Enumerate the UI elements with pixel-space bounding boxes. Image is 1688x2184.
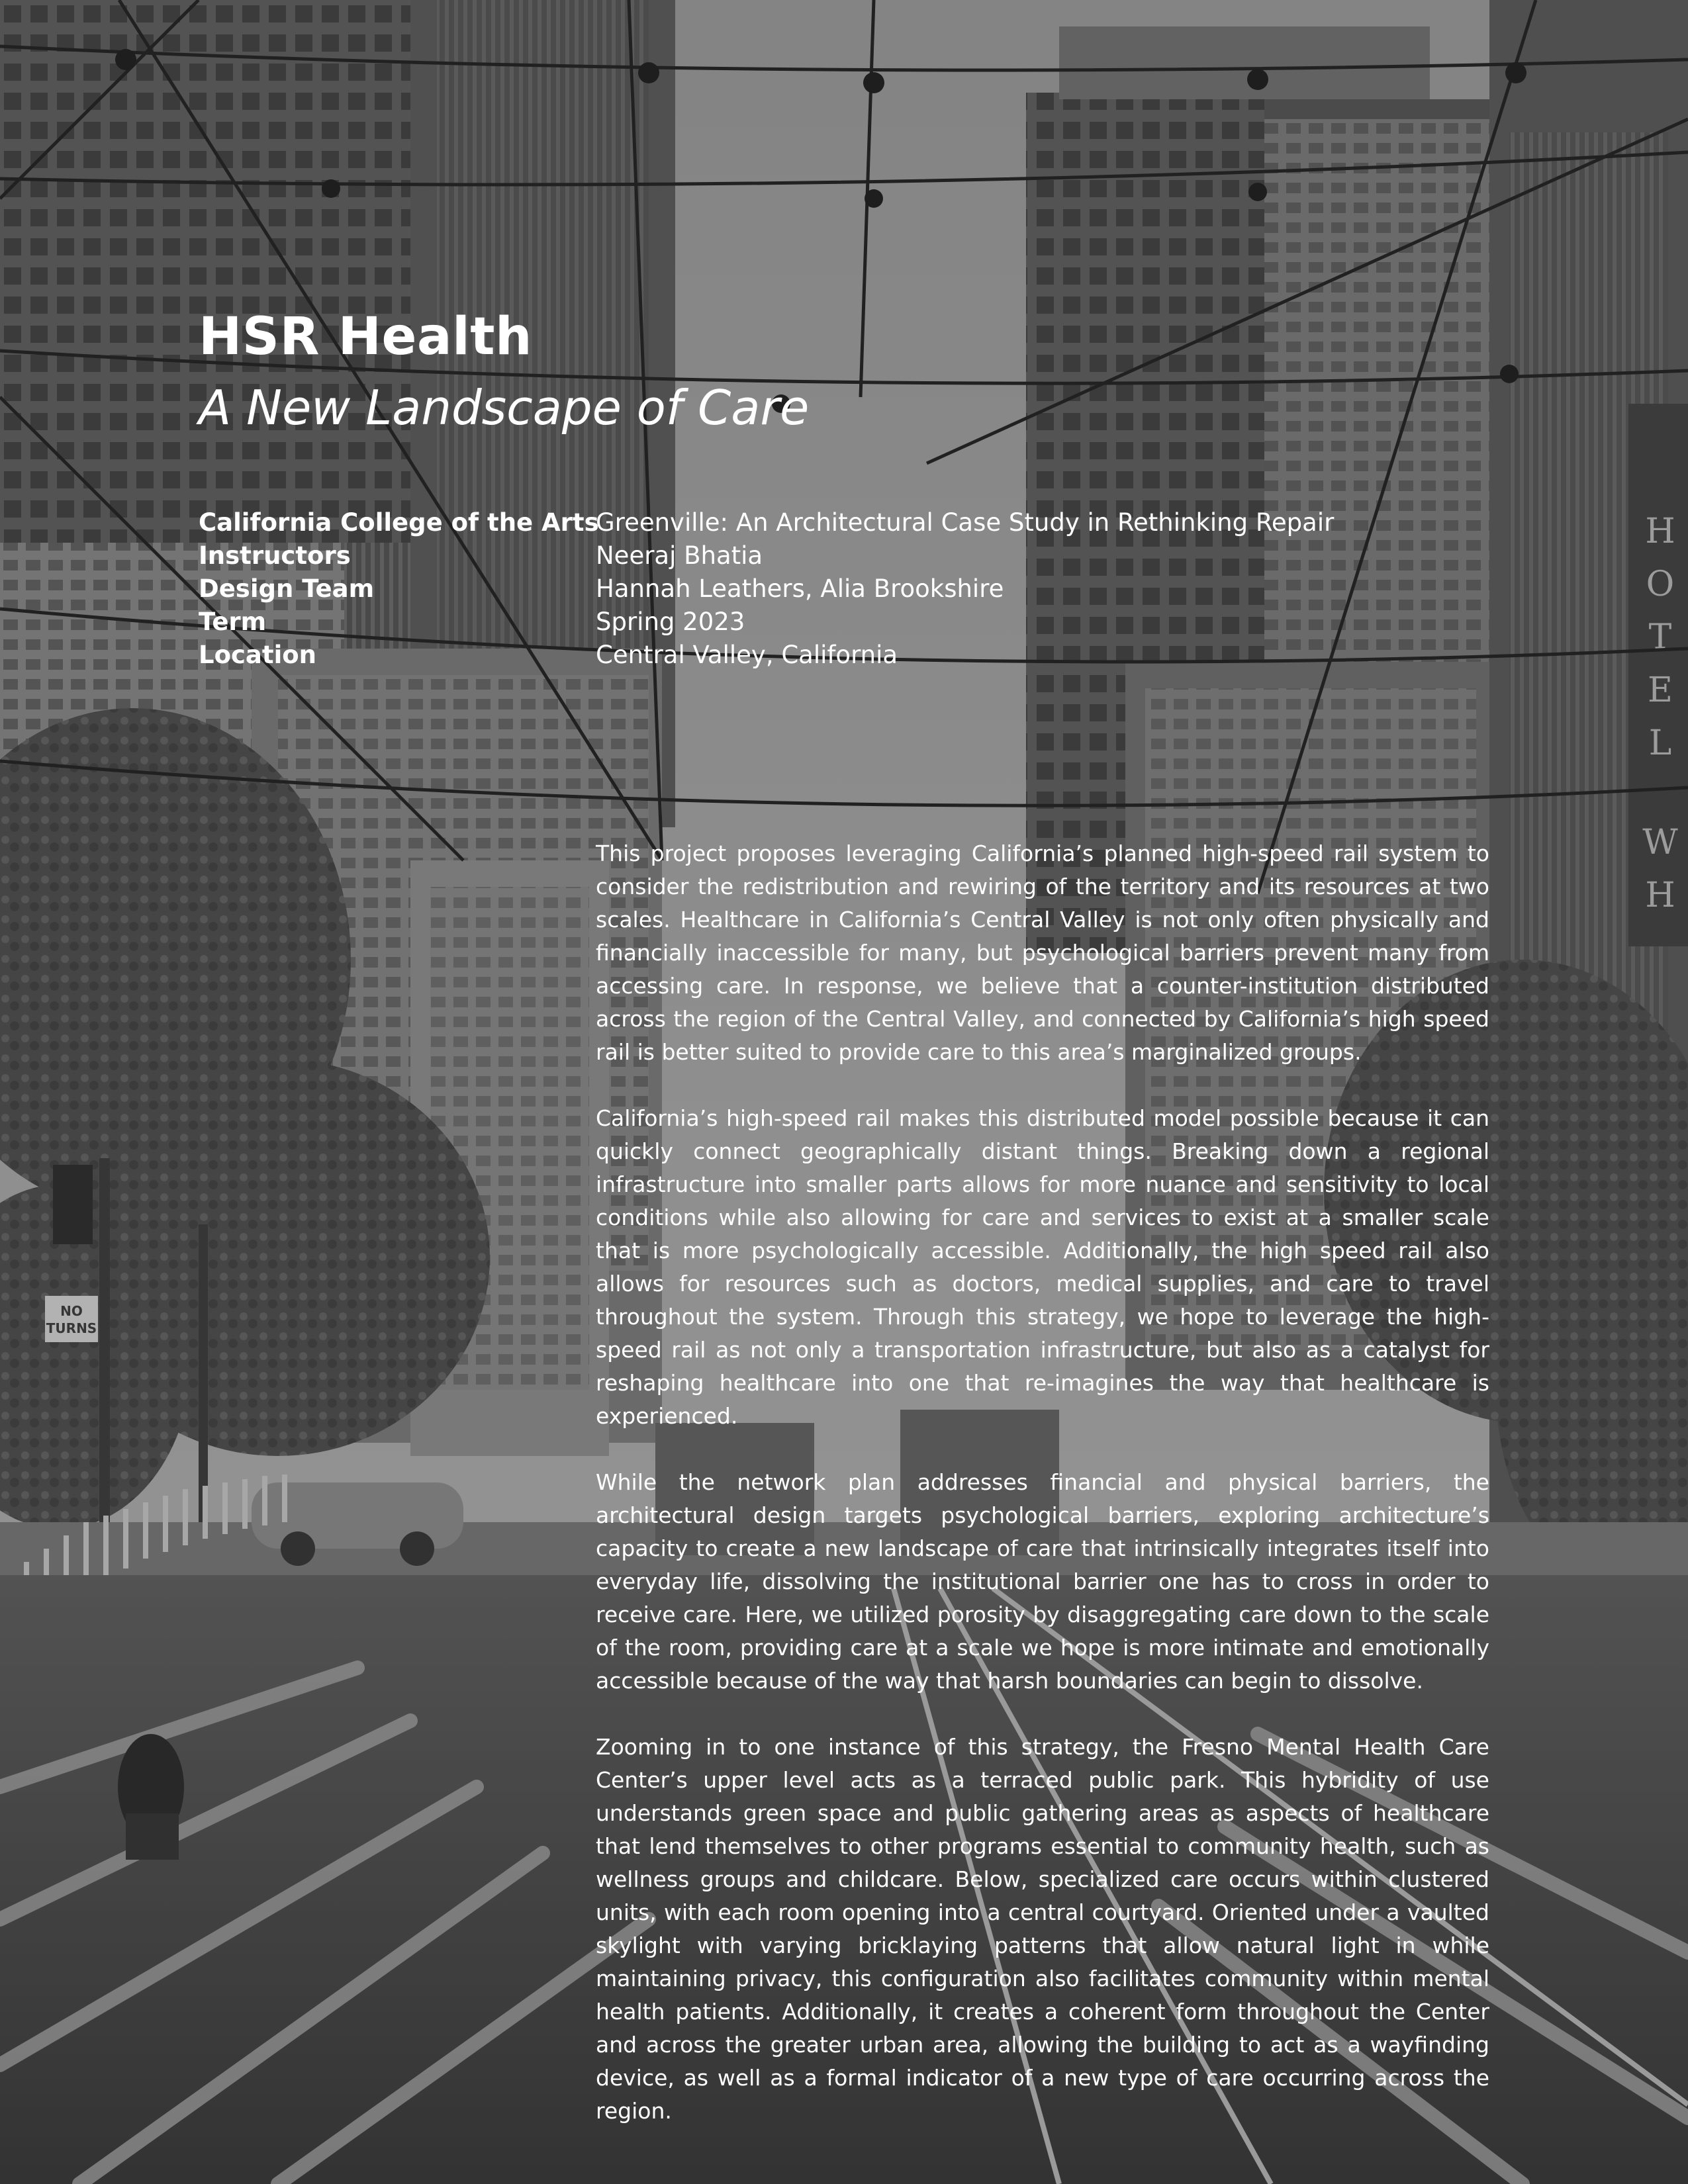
- info-label-instructors: Instructors: [199, 541, 351, 570]
- hotel-sign-letter: W: [1642, 823, 1678, 862]
- hotel-sign-letter: H: [1645, 512, 1675, 551]
- paragraph: Zooming in to one instance of this strategy, the Fresno Mental Health Care Center’s upper level acts as a terraced public park. This hybridity of use understands green space and public gathering areas as aspects of healthcare that lend themselves to other programs essential to community health, such as wellness groups and childcare. Below, specialized care occurs within clustered units, with each room opening into a central courtyard. Oriented under a vaulted skylight with varying bricklaying patterns that allow natural light in while maintaining privacy, this configuration also facilitates community within mental health patients. Additionally, it creates a coherent form throughout the Center and across the greater urban area, allowing the building to act as a wayfinding device, as well as a formal indicator of a new type of care occurring across the region.: [596, 1734, 1489, 2124]
- info-value-course: Greenville: An Architectural Case Study in Rethinking Repair: [596, 508, 1335, 537]
- hotel-sign-letter: O: [1646, 565, 1675, 604]
- info-label-term: Term: [199, 608, 267, 636]
- street-sign-text: NO: [60, 1303, 83, 1319]
- info-label-location: Location: [199, 641, 317, 669]
- project-description: [596, 837, 1489, 2161]
- info-value-instructors: Neeraj Bhatia: [596, 541, 763, 570]
- project-info: [199, 506, 1523, 672]
- paragraph: While the network plan addresses financial and physical barriers, the architectural design targets psychological barriers, exploring architecture’s capacity to create a new landscape of care that intrinsically integrates itself into everyday life, dissolving the institutional barrier one has to cross in order to receive care. Here, we utilized porosity by disaggregating care down to the scale of the room, providing care at a scale we hope is more intimate and emotionally accessible because of the way that harsh boundaries can begin to dissolve.: [596, 1469, 1489, 1694]
- hotel-sign-letter: E: [1648, 670, 1673, 710]
- street-sign-text: TURNS: [46, 1320, 97, 1336]
- info-value-design-team: Hannah Leathers, Alia Brookshire: [596, 574, 1004, 603]
- paragraph: This project proposes leveraging California’s planned high-speed rail system to consider the redistribution and rewiring of the territory and its resources at two scales. Healthcare in California’s Central Valley is not only often physically and financially inaccessible for many, but psychological barriers prevent many from accessing care. In response, we believe that a counter-institution distributed across the region of the Central Valley, and connected by California’s high speed rail is better suited to provide care to this area’s marginalized groups.: [596, 841, 1489, 1065]
- hotel-sign-letter: H: [1645, 876, 1675, 915]
- page-subtitle: A New Landscape of Care: [199, 380, 810, 435]
- hotel-sign-letter: T: [1648, 617, 1672, 657]
- info-value-location: Central Valley, California: [596, 641, 898, 669]
- info-label-institution: California College of the Arts: [199, 508, 599, 537]
- paragraph: California’s high-speed rail makes this distributed model possible because it can quickly connect geographically distant things. Breaking down a regional infrastructure into smaller parts allows for more nuance and sensitivity to local conditions while also allowing for care and services to exist at a smaller scale that is more psychologically accessible. Additionally, the high speed rail also allows for resources such as doctors, medical supplies, and care to travel throughout the system. Through this strategy, we hope to leverage the high-speed rail as not only a transportation infrastructure, but also as a catalyst for reshaping healthcare into one that re-imagines the way that healthcare is experienced.: [596, 1105, 1489, 1429]
- page-title: HSR Health: [199, 307, 533, 367]
- info-value-term: Spring 2023: [596, 608, 745, 636]
- hotel-sign-letter: L: [1648, 723, 1672, 763]
- info-label-design-team: Design Team: [199, 574, 375, 603]
